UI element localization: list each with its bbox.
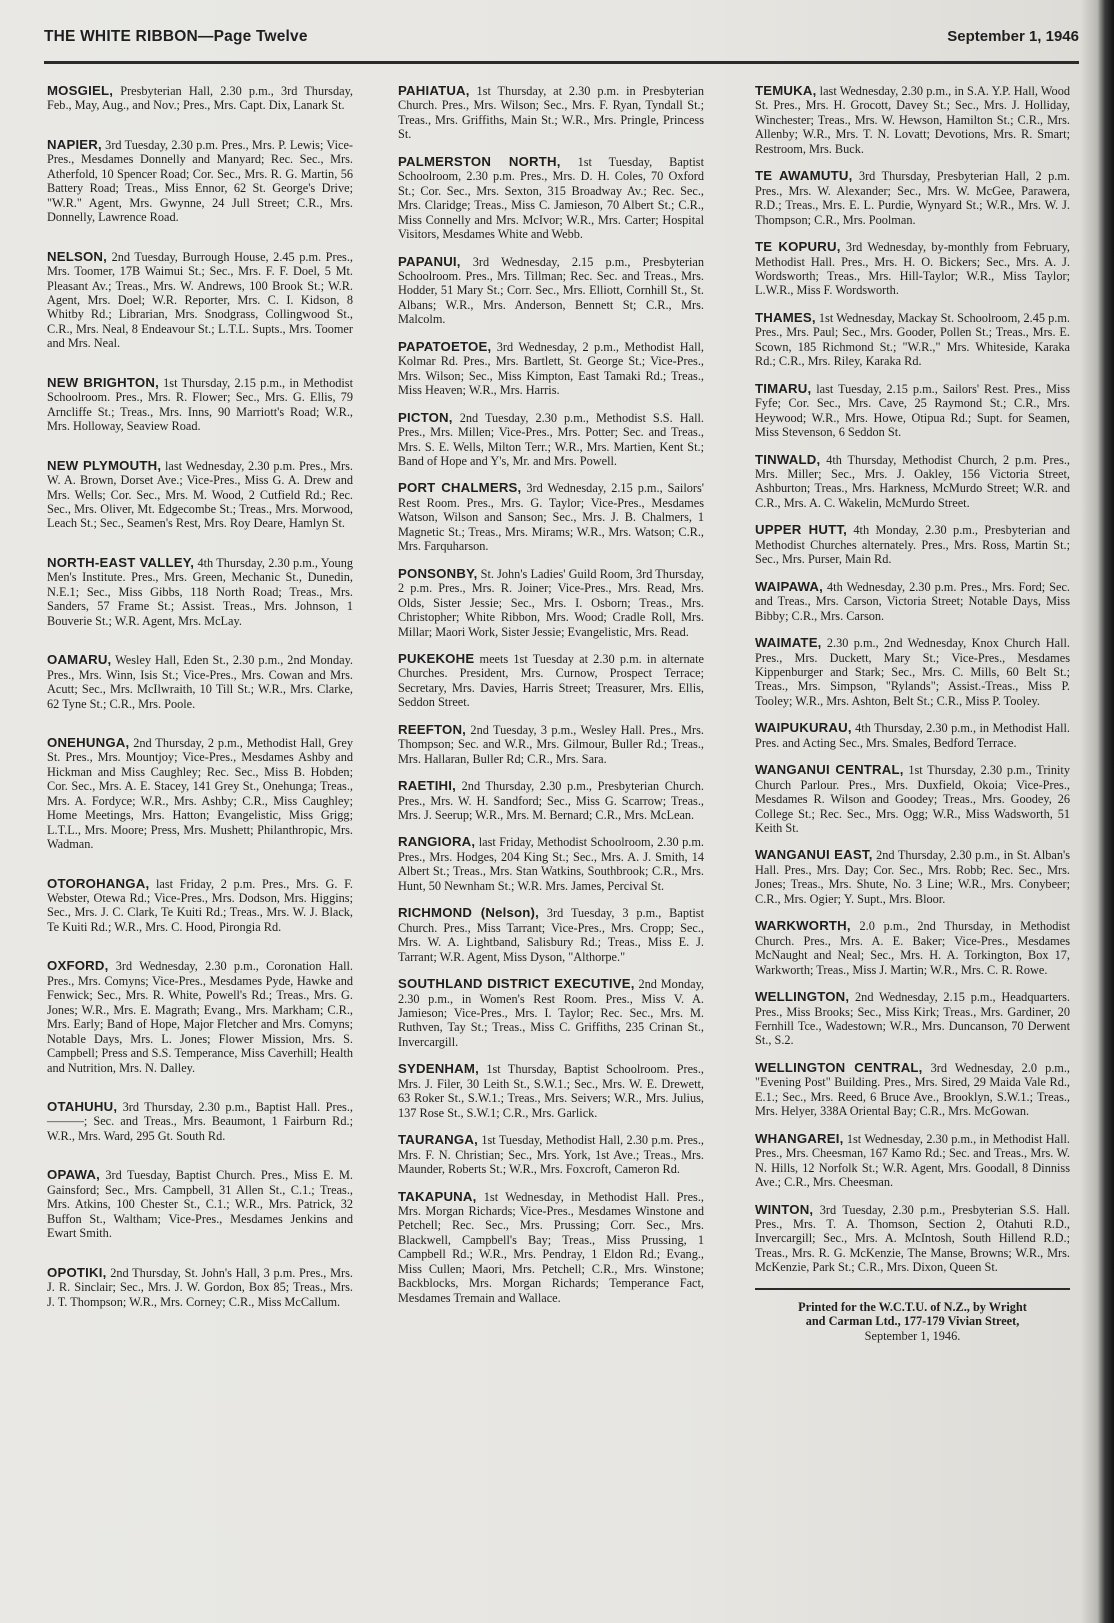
branch-name: NAPIER, [47, 136, 102, 152]
branch-details: Wesley Hall, Eden St., 2.30 p.m., 2nd Monday. Pres., Mrs. Winn, Isis St.; Vice-Pres., Mrs. Cowan and Mrs. Acutt; Sec., Mrs. McIlwraith, 10 Till St.; W.R., Mrs. Clarke, 62 Tyne St.; C.R., Mrs. Poole. [47, 653, 353, 711]
branch-name: PICTON, [398, 409, 453, 425]
branch-entry [755, 919, 1070, 977]
branch-entry [398, 906, 704, 964]
branch-details: 2nd Thursday, 2 p.m., Methodist Hall, Grey St. Pres., Mrs. Mountjoy; Vice-Pres., Mesdames Ashby and Hickman and Miss Caughley; Rec. Sec., Miss B. Hobden; Cor. Sec., Mrs. A. E. Stacey, 141 Grey St., Onehunga; Treas., Mrs. A. Fordyce; W.R., Mrs. Ashby; C.R., Miss Caughley; Home Meetings, Mrs. Hatton; Evangelistic, Miss Grigg; L.T.L., Mrs. Moore; Press, Mrs. Mushett; Philanthropic, Mrs. Wadman. [47, 735, 354, 852]
branch-name: SOUTHLAND DISTRICT EXECUTIVE, [398, 976, 635, 992]
branch-entry [47, 459, 353, 531]
imprint-line-3: September 1, 1946. [864, 1328, 961, 1343]
column-2 [398, 84, 704, 1318]
column-1 [47, 84, 353, 1334]
branch-name: TAURANGA, [398, 1132, 478, 1148]
branch-name: WELLINGTON, [755, 989, 850, 1005]
branch-details: 3rd Thursday, Presbyterian Hall, 2 p.m. Pres., Mrs. W. Alexander; Sec., Mrs. W. McGee, Parawera, R.D.; Treas., Mrs. E. L. Purdie, Wynyard St.; W.R., Mrs. W. J. Thompson; C.R., Mrs. Poolman. [755, 169, 1071, 227]
branch-details: 1st Tuesday, Methodist Hall, 2.30 p.m. Pres., Mrs. F. N. Christian; Sec., Mrs. York, 1st Ave.; Treas., Mrs. Maunder, Roberts St.; W.R., Mrs. Foxcroft, Cameron Rd. [398, 1133, 704, 1177]
branch-details: 1st Wednesday, 2.30 p.m., in Methodist Hall. Pres., Mrs. Cheesman, 167 Kamo Rd.; Sec. and Treas., Mrs. W. N. Hills, 12 Norfolk St.; W.R. Agent, Mrs. Goodall, 8 Dinniss Ave.; C.R., Mrs. Cheesman. [755, 1131, 1070, 1190]
branch-name: PAPANUI, [398, 253, 461, 269]
branch-entry [398, 1062, 704, 1120]
branch-name: SYDENHAM, [398, 1061, 479, 1077]
branch-details: last Wednesday, 2.30 p.m., in S.A. Y.P. Hall, Wood St. Pres., Mrs. H. Grocott, Davey St.; Sec., Mrs. J. Holliday, Winchester; Treas., Mrs. W. Hewson, Hamilton St.; C.R., Mrs. Allenby; W.R., Mrs. T. N. Lovatt; Devotions, Mrs. R. Smart; Restroom, Mrs. Buck. [755, 84, 1071, 156]
branch-details: 2nd Tuesday, Burrough House, 2.45 p.m. Pres., Mrs. Toomer, 17B Waimui St.; Sec., Mrs. F. F. Doel, 5 Mt. Pleasant Av.; Treas., Mrs. W. Andrews, 100 Brook St.; W.R. Agent, Mrs. Doel; W.R. Reporter, Mrs. C. I. Kidson, 8 Whitby Rd.; Librarian, Mrs. Snodgrass, Collingwood St., C.R., Mrs. Neal, 8 Endeavour St.; L.T.L. Supts., Mrs. Toomer and Mrs. Neal. [47, 249, 353, 351]
branch-details: 3rd Tuesday, Baptist Church. Pres., Miss E. M. Gainsford; Sec., Mrs. Campbell, 31 Allen St., C.1.; Treas., Mrs. Atkins, 100 Chester St., C.1.; W.R., Mrs. Patrick, 32 Buffon St., Waltham; Vice-Pres., Mesdames Jenkins and Ewart Smith. [47, 1168, 353, 1241]
branch-name: ONEHUNGA, [47, 734, 130, 750]
branch-name: NEW PLYMOUTH, [47, 457, 162, 473]
branch-details: 2nd Thursday, St. John's Hall, 3 p.m. Pres., Mrs. J. R. Sinclair; Sec., Mrs. J. W. Gordon, Box 85; Treas., Mrs. J. T. Thompson; W.R., Mrs. Corney; C.R., Miss McCallum. [47, 1265, 353, 1309]
printer-imprint [755, 1300, 1070, 1344]
branch-name: RAETIHI, [398, 778, 457, 794]
column-3 [755, 84, 1070, 1343]
branch-name: OTAHUHU, [47, 1099, 118, 1115]
branch-name: WINTON, [755, 1201, 814, 1217]
branch-name: WANGANUI EAST, [755, 847, 873, 863]
branch-entry [398, 723, 704, 766]
branch-entry [755, 1203, 1070, 1275]
branch-details: 2nd Thursday, 2.30 p.m., Presbyterian Church. Pres., Mrs. W. H. Sandford; Sec., Miss G. Scarrow; Treas., Mrs. J. Seerup; W.R., Mrs. M. Bernard; C.R., Mrs. McLean. [398, 779, 704, 823]
branch-details: 1st Tuesday, Baptist Schoolroom, 2.30 p.m. Pres., Mrs. D. H. Coles, 70 Oxford St.; Cor. Sec., Mrs. Sexton, 315 Broadway Av.; Rec. Sec., Mrs. Claridge; Treas., Miss C. Jamieson, 70 Albert St.; C.R., Miss Connelly and Mrs. McIvor; W.R., Mrs. Carter; Hospital Visitors, Mesdames White and Webb. [398, 154, 704, 242]
branch-name: WHANGAREI, [755, 1130, 844, 1146]
branch-entry [755, 311, 1070, 369]
branch-details: 1st Thursday, at 2.30 p.m. in Presbyterian Church. Pres., Mrs. Wilson; Sec., Mrs. F. Ryan, Tyndall St.; Treas., Mrs. Griffiths, Main St.; W.R., Mrs. Pringle, Princess St. [398, 84, 704, 142]
branch-details: 4th Thursday, 2.30 p.m., Young Men's Institute. Pres., Mrs. Green, Mechanic St., Dunedin, N.E.1; Sec., Miss Gibbs, 118 North Road; Treas., Mrs. Sanders, 57 Frame St.; Assist. Treas., Mrs. Johnson, 1 Bouverie St.; W.R. Agent, Mrs. McLay. [47, 555, 353, 628]
branch-name: RICHMOND (Nelson), [398, 905, 540, 921]
branch-entry [755, 848, 1070, 906]
branch-details: 3rd Wednesday, 2.15 p.m., Sailors' Rest Room. Pres., Mrs. G. Taylor; Vice-Pres., Mesdames Watson, Wilson and Sanson; Sec., Mrs. J. B. Chalmers, 1 Magnetic St.; Treas., Mrs. Mirams; W.R., Mrs. Watson; C.R., Mrs. Farquharson. [398, 481, 704, 554]
branch-details: 3rd Tuesday, 3 p.m., Baptist Church. Pres., Miss Tarrant; Vice-Pres., Mrs. Cropp; Sec., Mrs. W. A. Lightband, Salisbury Rd.; Treas., Miss E. J. Tarrant; W.R. Agent, Miss Dyson, "Althorpe." [398, 906, 705, 964]
branch-details: 3rd Thursday, 2.30 p.m., Baptist Hall. Pres., ———; Sec. and Treas., Mrs. Beaumont, 1 Fairburn Rd.; W.R., Mrs. Ward, 295 Gt. South Rd. [47, 1100, 353, 1143]
branch-entry [398, 84, 704, 142]
branch-details: 3rd Wednesday, 2.15 p.m., Presbyterian Schoolroom. Pres., Mrs. Tillman; Rec. Sec. and Treas., Mrs. Hodder, 51 Mary St.; Corr. Sec., Mrs. Elliott, Cornhill St., St. Albans; W.R., Mrs. Anderson, Bennett St; C.R., Mrs. Malcolm. [398, 254, 704, 327]
branch-details: 1st Thursday, 2.15 p.m., in Methodist Schoolroom. Pres., Mrs. R. Flower; Sec., Mrs. G. Ellis, 79 Arncliffe St.; Treas., Mrs. Inns, 90 Marriott's Road; W.R., Mrs. Holloway, Seaview Road. [47, 375, 353, 434]
branch-name: TEMUKA, [755, 83, 817, 98]
branch-details: 4th Monday, 2.30 p.m., Presbyterian and Methodist Churches alternately. Pres., Mrs. Ross, Martin St.; Sec., Mrs. Purser, Main Rd. [755, 523, 1070, 567]
branch-name: PAPATOETOE, [398, 338, 492, 354]
branch-entry [755, 84, 1070, 156]
branch-entry [47, 877, 353, 935]
branch-details: 1st Thursday, 2.30 p.m., Trinity Church Parlour. Pres., Mrs. Duxfield, Okoia; Vice-Pres., Mesdames R. Wilson and Goodey; Treas., Mrs. Goodey, 26 College St.; Rec. Sec., Mrs. Ogg; W.R., Miss Wadsworth, 51 Keith St. [755, 763, 1070, 836]
branch-entry [755, 240, 1070, 298]
branch-details: 4th Thursday, Methodist Church, 2 p.m. Pres., Mrs. Miller; Sec., Mrs. J. Oakley, 156 Victoria Street, Ashburton; Treas., Mrs. Harkness, McMurdo Street; W.R. and C.R., Mrs. A. C. Wakelin, McMurdo Street. [755, 452, 1071, 510]
branch-details: last Friday, Methodist Schoolroom, 2.30 p.m. Pres., Mrs. Hodges, 204 King St.; Sec., Mrs. A. J. Smith, 14 Albert St.; Treas., Mrs. Stan Watkins, Southbrook; C.R., Mrs. Hunt, 50 Newnham St.; W.R. Mrs. James, Percival St. [398, 835, 705, 893]
branch-name: WELLINGTON CENTRAL, [755, 1059, 923, 1075]
branch-name: WAIPUKURAU, [755, 720, 852, 736]
branch-name: PALMERSTON NORTH, [398, 153, 561, 169]
branch-details: 2nd Thursday, 2.30 p.m., in St. Alban's Hall. Pres., Mrs. Day; Cor. Sec., Mrs. Robb; Rec. Sec., Mrs. Jones; Treas., Mrs. Shute, No. 3 Line; W.R., Mrs. Conybeer; C.R., Mrs. Ogier; Y. Supt., Mrs. Bloor. [755, 848, 1070, 906]
branch-entry [755, 523, 1070, 566]
branch-details: 4th Thursday, 2.30 p.m., in Methodist Hall. Pres. and Acting Sec., Mrs. Smales, Bedford Terrace. [755, 721, 1070, 750]
branch-name: TIMARU, [755, 380, 812, 396]
branch-details: 3rd Wednesday, 2 p.m., Methodist Hall, Kolmar Rd. Pres., Mrs. Bartlett, St. George St.; Vice-Pres., Mrs. Wilson; Sec., Miss Kimpton, East Tamaki Rd.; Treas., Miss Heaven; W.R., Mrs. Harris. [398, 339, 704, 398]
branch-name: PORT CHALMERS, [398, 480, 522, 496]
branch-entry [398, 411, 704, 469]
branch-details: 1st Thursday, Baptist Schoolroom. Pres., Mrs. J. Filer, 30 Leith St., S.W.1.; Sec., Mrs. W. E. Drewett, 63 Roker St., S.W.1.; Treas., Mrs. Seivers; W.R., Mrs. Julius, 137 Rose St., S.W.1; C.R., Mrs. Garlick. [398, 1062, 704, 1120]
branch-entry [398, 835, 704, 893]
branch-entry [47, 376, 353, 434]
branch-name: TE AWAMUTU, [755, 168, 853, 184]
branch-entry [398, 977, 704, 1049]
branch-details: last Friday, 2 p.m. Pres., Mrs. G. F. Webster, Otewa Rd.; Vice-Pres., Mrs. Dodson, Mrs. Higgins; Sec., Mrs. J. C. Clark, Te Kuiti Rd.; Treas., Mrs. W. J. Black, Te Kuiti Rd.; W.R., Mrs. C. Hood, Pirongia Rd. [47, 876, 353, 934]
column-3-entries [755, 84, 1070, 1275]
branch-name: PUKEKOHE [398, 650, 475, 666]
branch-name: MOSGIEL, [47, 83, 114, 98]
branch-details: 2nd Monday, 2.30 p.m., in Women's Rest Room. Pres., Miss V. A. Jamieson; Vice-Pres., Mrs. I. Taylor; Rec. Sec., Mrs. M. Ruthven, Tay St.; Treas., Miss C. Griffiths, 235 Crinan St., Invercargill. [398, 977, 704, 1049]
branch-name: OPOTIKI, [47, 1264, 107, 1280]
branch-details: 2nd Wednesday, 2.15 p.m., Headquarters. Pres., Miss Brooks; Sec., Miss Kirk; Treas., Mrs. Gardiner, 20 Fernhill Tce., Wadestown; W.R., Mrs. Duncanson, 70 Derwent St., S.2. [755, 990, 1071, 1048]
branch-name: WANGANUI CENTRAL, [755, 762, 904, 778]
branch-details: 3rd Wednesday, by-monthly from February, Methodist Hall. Pres., Mrs. H. O. Bickers; Sec., Mrs. A. J. Wordsworth; Treas., Mrs. Hill-Taylor; W.R., Miss Taylor; L.W.R., Miss F. Wordsworth. [755, 240, 1071, 298]
imprint-line-2: and Carman Ltd., 177-179 Vivian Street, [805, 1314, 1020, 1329]
branch-entry [47, 138, 353, 225]
branch-name: UPPER HUTT, [755, 522, 847, 538]
branch-details: 1st Wednesday, Mackay St. Schoolroom, 2.45 p.m. Pres., Mrs. Paul; Sec., Mrs. Gooder, Pollen St.; Treas., Mrs. E. Scown, 185 Richmond St.; "W.R.," Mrs. Whiteside, Karaka Rd.; C.R., Mrs. Riley, Karaka Rd. [755, 310, 1070, 369]
branch-entry [398, 155, 704, 242]
branch-entry [47, 1100, 353, 1143]
branch-entry [47, 556, 353, 628]
header-rule [44, 61, 1079, 64]
branch-entry [755, 636, 1070, 708]
branch-entry [398, 255, 704, 327]
branch-name: OXFORD, [47, 958, 109, 974]
branch-details: 3rd Tuesday, 2.30 p.m. Pres., Mrs. P. Lewis; Vice-Pres., Mesdames Donnelly and Manyard; Rec. Sec., Mrs. Atherfold, 10 Spencer Road; Cor. Sec., Mrs. R. G. Martin, 56 Battery Road; Treas., Miss Ennor, 62 St. George's Drive; "W.R." Agent, Mrs. Gwynne, 24 Jull Street; C.R., Mrs. Donnelly, Lawrence Road. [47, 137, 353, 225]
branch-entry [755, 990, 1070, 1048]
branch-details: Presbyterian Hall, 2.30 p.m., 3rd Thursday, Feb., May, Aug., and Nov.; Pres., Mrs. Capt. Dix, Lanark St. [47, 84, 354, 113]
page-header [44, 28, 1079, 54]
branch-name: WAIPAWA, [755, 578, 824, 594]
branch-name: PAHIATUA, [398, 83, 470, 98]
branch-details: meets 1st Tuesday at 2.30 p.m. in alternate Churches. President, Mrs. Curnow, Prospect Terrace; Secretary, Mrs. Davies, Harris Street; Treasurer, Mrs. Ellis, Seddon Street. [398, 651, 704, 710]
branch-details: 3rd Wednesday, 2.0 p.m., "Evening Post" Building. Pres., Mrs. Sired, 29 Maida Vale Rd., E.1.; Sec., Mrs. Reed, 6 Bruce Ave., Brooklyn, S.W.1.; Treas., Mrs. Helyer, 338A Oriental Bay; C.R., Mrs. McGowan. [755, 1060, 1071, 1119]
branch-entry [755, 382, 1070, 440]
branch-entry [47, 250, 353, 351]
branch-entry [755, 1061, 1070, 1119]
publication-title: THE WHITE RIBBON—Page Twelve [44, 28, 308, 45]
branch-name: PONSONBY, [398, 565, 478, 581]
branch-entry [755, 453, 1070, 511]
branch-details: 3rd Wednesday, 2.30 p.m., Coronation Hall. Pres., Mrs. Comyns; Vice-Pres., Mesdames Pyde, Hawke and Fenwick; Sec., Mrs. R. White, Powell's Rd.; Treas., Mrs. G. Jones; W.R., Mrs. E. Magrath; Evang., Mrs. Markham; C.R., Mrs. Early; Band of Hope, Major Fletcher and Mrs. Comyns; Notable Days, Mrs. L. Jones; Flower Mission, Mrs. S. Campbell; Press and S.S. Temperance, Miss Caverhill; Health and Nutrition, Mrs. N. Dalley. [47, 959, 353, 1075]
branch-details: St. John's Ladies' Guild Room, 3rd Thursday, 2 p.m. Pres., Mrs. R. Joiner; Vice-Pres., Mrs. Read, Mrs. Olds, Sister Jessie; Sec., Mrs. I. Osborn; Treas., Mrs. Christopher; White Ribbon, Mrs. Wood; Cradle Roll, Mrs. Millar; Maori Work, Sister Jessie; Evangelistic, Mrs. Read. [398, 566, 704, 639]
branch-details: 2.0 p.m., 2nd Thursday, in Methodist Church. Pres., Mrs. A. E. Baker; Vice-Pres., Mesdames McNaught and Neal; Sec., Mrs. H. A. Torkington, Box 17, Warkworth; Treas., Miss J. Martin; W.R., Mrs. C. R. Rowe. [755, 919, 1070, 977]
branch-details: 4th Wednesday, 2.30 p.m. Pres., Mrs. Ford; Sec. and Treas., Mrs. Carson, Victoria Street; Notable Days, Miss Bibby; C.R., Mrs. Carson. [755, 579, 1070, 623]
branch-entry [755, 1132, 1070, 1190]
branch-name: TE KOPURU, [755, 239, 841, 255]
branch-entry [47, 959, 353, 1075]
branch-name: OPAWA, [47, 1167, 100, 1183]
branch-entry [755, 169, 1070, 227]
branch-entry [755, 721, 1070, 750]
branch-entry [398, 779, 704, 822]
branch-entry [47, 736, 353, 852]
branch-name: NORTH-EAST VALLEY, [47, 554, 195, 570]
branch-entry [47, 1168, 353, 1240]
branch-entry [398, 1190, 704, 1306]
branch-details: last Tuesday, 2.15 p.m., Sailors' Rest. Pres., Miss Fyfe; Cor. Sec., Mrs. Cave, 25 Raymond St.; C.R., Mrs. Heywood; W.R., Mrs. Howe, Otipua Rd.; Supt. for Seamen, Miss Stevenson, 6 Seddon St. [755, 381, 1071, 440]
branch-name: OTOROHANGA, [47, 875, 150, 891]
branch-name: THAMES, [755, 309, 816, 325]
branch-details: 1st Wednesday, in Methodist Hall. Pres., Mrs. Morgan Richards; Vice-Pres., Mesdames Winstone and Petchell; Rec. Sec., Mrs. Prussing; Corr. Sec., Mrs. Blackwell, Campbell's Bay; Treas., Miss Prussing, 1 Campbell Rd.; W.R., Mrs. Pendray, 1 Eldon Rd.; Evang., Miss Cullen; Maori, Mrs. Petchell; C.R., Mrs. Winstone; Backblocks, Mrs. Morgan Richards; Temperance Fact, Mesdames Tremain and Wallace. [398, 1189, 704, 1305]
issue-date: September 1, 1946 [947, 28, 1079, 45]
branch-entry [47, 653, 353, 711]
branch-entry [755, 763, 1070, 835]
branch-details: last Wednesday, 2.30 p.m. Pres., Mrs. W. A. Brown, Dorset Ave.; Vice-Pres., Miss G. A. Drew and Mrs. Wells; Cor. Sec., Mrs. M. Wood, 2 Cutfield Rd.; Rec. Sec., Mrs. Oliver, Mt. Edgecombe St.; Treas., Mrs. Morwood, Leach St.; Sec., Seamen's Rest, Mrs. Roy Deare, Hamlyn St. [47, 458, 353, 531]
branch-entry [398, 340, 704, 398]
imprint-rule [755, 1288, 1070, 1290]
branch-name: REEFTON, [398, 721, 467, 737]
branch-entry [398, 567, 704, 639]
branch-details: 2nd Tuesday, 3 p.m., Wesley Hall. Pres., Mrs. Thompson; Sec. and W.R., Mrs. Gilmour, Buller Rd.; Treas., Mrs. Hallaran, Buller Rd; C.R., Mrs. Sara. [398, 722, 704, 766]
branch-name: TINWALD, [755, 451, 821, 467]
branch-entry [398, 1133, 704, 1176]
branch-name: WAIMATE, [755, 635, 822, 651]
branch-details: 3rd Tuesday, 2.30 p.m., Presbyterian S.S. Hall. Pres., Mrs. T. A. Thomson, Section 2, Otahuti R.D., Invercargill; Sec., Mrs. A. McIntosh, South Hillend R.D.; Treas., Mrs. R. G. McKenzie, The Manse, Browns; W.R., Mrs. McKenzie, Park St.; C.R., Mrs. Dixon, Queen St. [755, 1202, 1070, 1275]
branch-details: 2nd Tuesday, 2.30 p.m., Methodist S.S. Hall. Pres., Mrs. Millen; Vice-Pres., Mrs. Potter; Sec. and Treas., Mrs. S. E. Wells, Milton Terr.; W.R., Mrs. Martien, Kent St.; Band of Hope and Y's, Mr. and Mrs. Powell. [398, 410, 704, 468]
branch-name: WARKWORTH, [755, 918, 851, 934]
branch-name: NELSON, [47, 248, 108, 264]
imprint-line-1: Printed for the W.C.T.U. of N.Z., by Wright [798, 1299, 1027, 1314]
branch-name: RANGIORA, [398, 834, 476, 850]
branch-entry [47, 1266, 353, 1309]
branch-name: TAKAPUNA, [398, 1188, 477, 1204]
branch-entry [398, 652, 704, 710]
branch-entry [755, 580, 1070, 623]
branch-entry [398, 481, 704, 553]
branch-name: OAMARU, [47, 652, 112, 668]
branch-details: 2.30 p.m., 2nd Wednesday, Knox Church Hall. Pres., Mrs. Duckett, Mary St.; Vice-Pres., Mesdames Kippenburger and Stark; Sec., Mrs. C. Mills, 60 Belt St.; Treas., Mrs. Simpson, "Rylands"; Assist.-Treas., Miss P. Tooley; W.R., Mrs. Ashton, Belt St.; C.R., Miss P. Tooley. [755, 636, 1071, 708]
branch-name: NEW BRIGHTON, [47, 374, 159, 390]
branch-entry [47, 84, 353, 113]
